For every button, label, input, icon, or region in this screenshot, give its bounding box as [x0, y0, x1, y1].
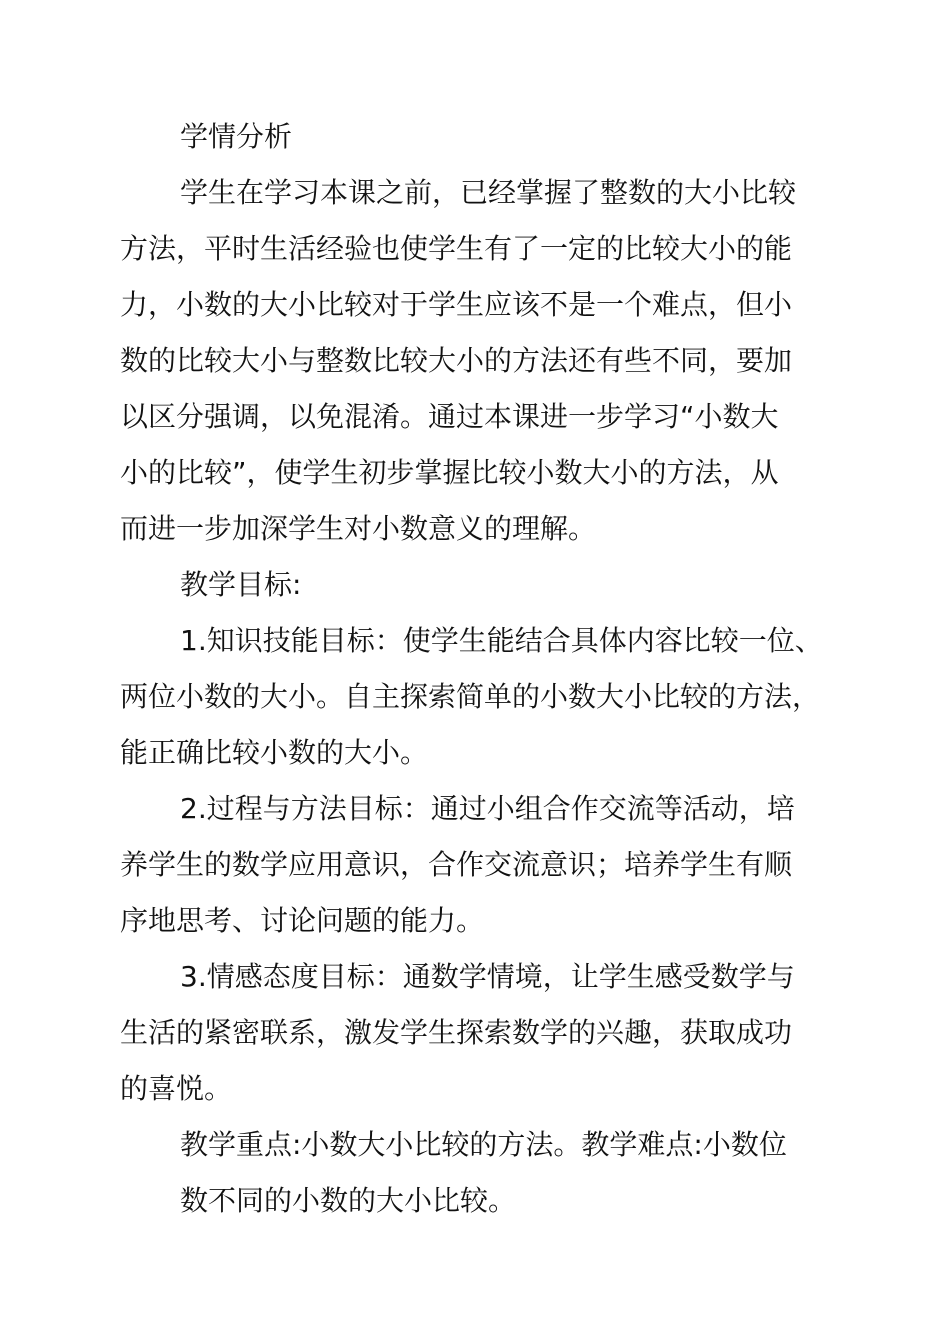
- goal-item-line: 养学生的数学应用意识，合作交流意识；培养学生有顺: [120, 848, 793, 881]
- goal-item-line: 能正确比较小数的大小。: [120, 736, 429, 769]
- goal-item-line: 1.知识技能目标：使学生能结合具体内容比较一位、: [180, 624, 823, 657]
- paragraph-line: 以区分强调，以免混淆。通过本课进一步学习“小数大: [120, 400, 779, 433]
- goal-item-line: 的喜悦。: [120, 1072, 233, 1105]
- goal-item-line: 两位小数的大小。自主探索简单的小数大小比较的方法，: [120, 680, 821, 713]
- goal-item-line: 2.过程与方法目标：通过小组合作交流等活动，培: [180, 792, 795, 825]
- paragraph-line: 方法，平时生活经验也使学生有了一定的比较大小的能: [120, 232, 793, 265]
- paragraph-line: 学生在学习本课之前，已经掌握了整数的大小比较: [180, 176, 797, 209]
- section-heading-analysis: 学情分析: [180, 120, 293, 153]
- section-heading-goals: 教学目标:: [180, 568, 302, 601]
- goal-item-line: 生活的紧密联系，激发学生探索数学的兴趣，获取成功: [120, 1016, 793, 1049]
- goal-item-line: 3.情感态度目标：通数学情境，让学生感受数学与: [180, 960, 795, 993]
- paragraph-line: 数的比较大小与整数比较大小的方法还有些不同，要加: [120, 344, 793, 377]
- goal-item-line: 序地思考、讨论问题的能力。: [120, 904, 485, 937]
- key-points-line: 教学重点:小数大小比较的方法。教学难点:小数位: [180, 1128, 787, 1161]
- paragraph-line: 力，小数的大小比较对于学生应该不是一个难点，但小: [120, 288, 793, 321]
- paragraph-line: 小的比较”，使学生初步掌握比较小数大小的方法，从: [120, 456, 779, 489]
- paragraph-line: 而进一步加深学生对小数意义的理解。: [120, 512, 597, 545]
- key-points-line: 数不同的小数的大小比较。: [180, 1184, 517, 1217]
